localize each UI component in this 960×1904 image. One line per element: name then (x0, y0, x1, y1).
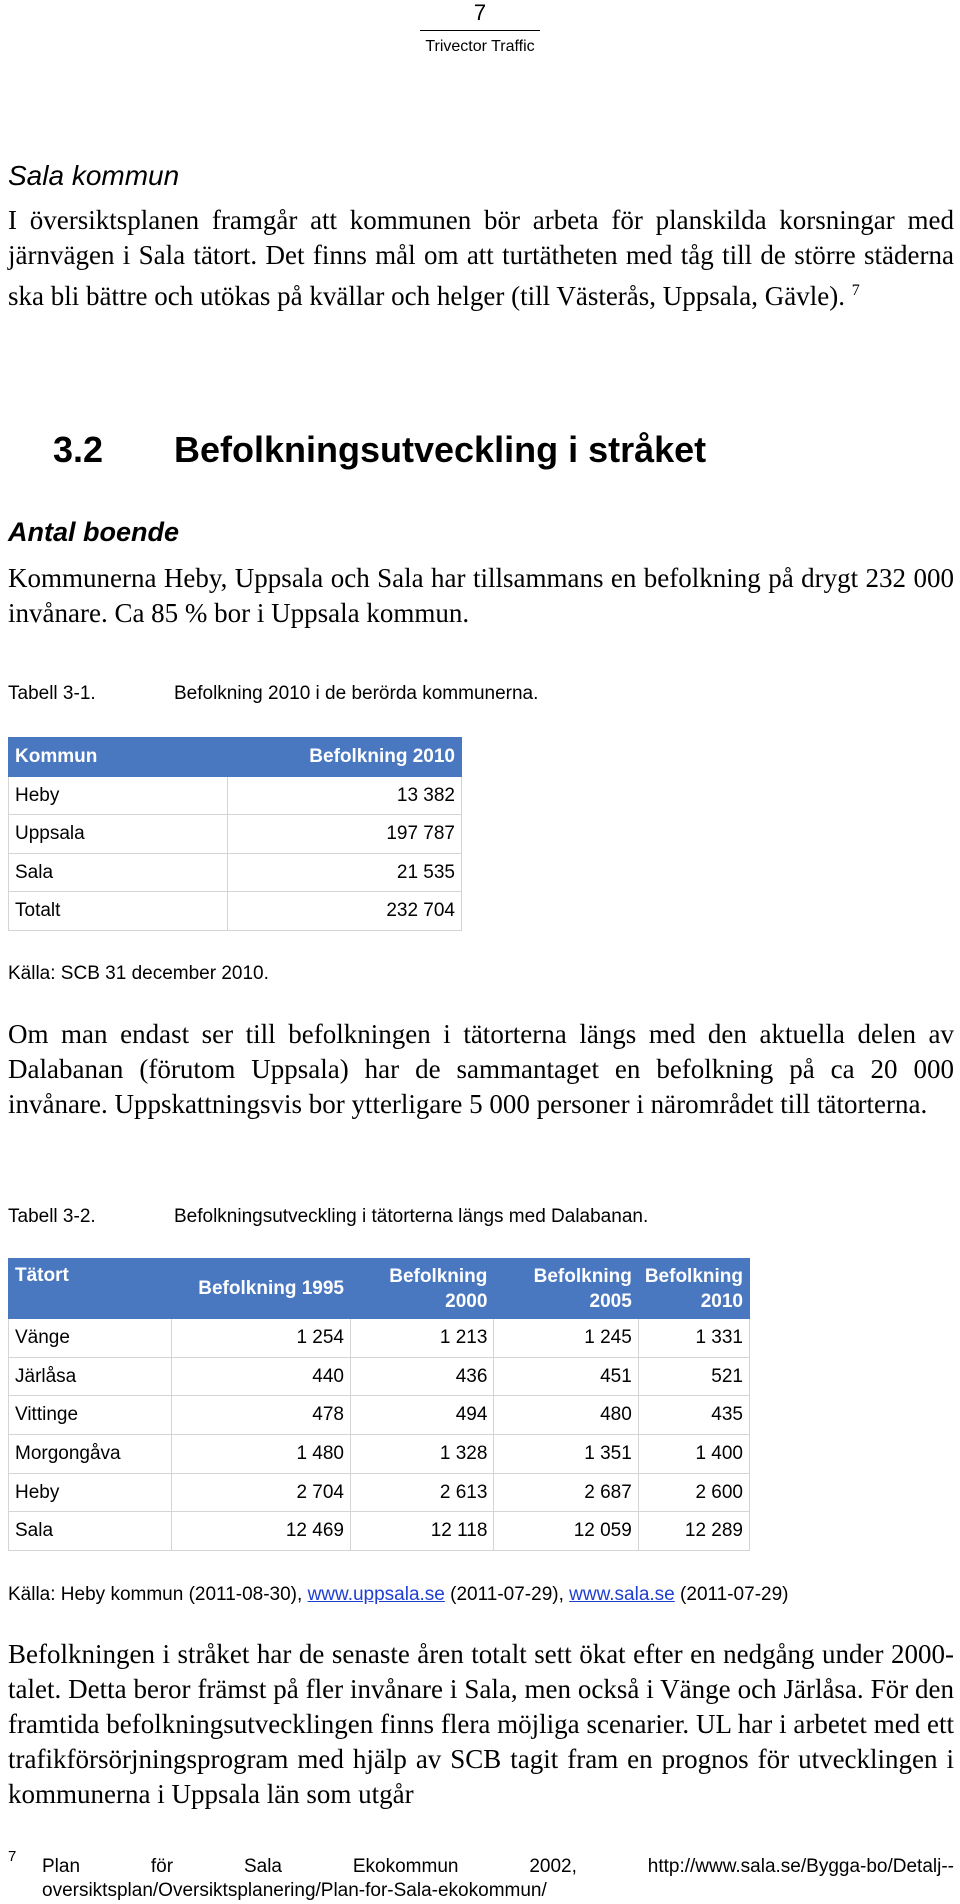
table-row (9, 777, 462, 815)
table2-source (8, 1584, 954, 1606)
table1-label: Tabell 3-1. (8, 683, 96, 704)
footnote-number: 7 (8, 1848, 17, 1865)
table-cell: 435 (638, 1396, 749, 1435)
source-text: (2011-07-29), (444, 1584, 570, 1605)
antal-boende-heading: Antal boende (8, 517, 180, 547)
section-number: 3.2 (53, 429, 104, 470)
column-header: Befolkning 2005 (494, 1259, 638, 1319)
table2-caption: Befolkningsutveckling i tätorterna längs med Dalabanan. (174, 1206, 649, 1227)
table-cell: Totalt (9, 892, 228, 931)
table-cell: 21 535 (228, 854, 462, 892)
table-cell: Vänge (9, 1319, 172, 1358)
table-cell: 2 687 (494, 1474, 638, 1512)
table-cell: 1 254 (172, 1319, 351, 1358)
table-cell: 2 600 (638, 1474, 749, 1512)
dalabanan-paragraph: Om man endast ser till befolkningen i tätorterna längs med den aktuella delen av Dalabanan (förutom Uppsala) har de sammantaget en befolkning på ca 20 000 invånare. Uppskattningsvis bor ytterligare 5 000 personer i närområdet till tätorterna. (8, 1019, 954, 1119)
table-cell: Morgongåva (9, 1435, 172, 1474)
footnote-ref: 7 (851, 282, 860, 299)
footnote-line1: Plan för Sala Ekokommun 2002, http://www.sala.se/Bygga-bo/Detalj-- (42, 1856, 954, 1877)
uppsala-link[interactable]: www.uppsala.se (307, 1584, 445, 1605)
section-title: Befolkningsutveckling i stråket (174, 429, 707, 470)
table-cell: Uppsala (9, 815, 228, 854)
table-cell: 1 331 (638, 1319, 749, 1358)
header-organization: Trivector Traffic (425, 38, 535, 55)
table-cell: Heby (9, 1474, 172, 1512)
table-cell: Sala (9, 1512, 172, 1551)
table-cell: 1 480 (172, 1435, 351, 1474)
table-cell: 440 (172, 1358, 351, 1396)
table-cell: 12 118 (350, 1512, 493, 1551)
table-cell: 521 (638, 1358, 749, 1396)
table-cell: 1 213 (350, 1319, 493, 1358)
table-cell: 232 704 (228, 892, 462, 931)
table-row (9, 892, 462, 931)
table-cell: 494 (350, 1396, 493, 1435)
table-cell: 197 787 (228, 815, 462, 854)
source-text: Källa: Heby kommun (2011-08-30), (8, 1584, 308, 1605)
table-cell: 1 351 (494, 1435, 638, 1474)
table2-label: Tabell 3-2. (8, 1206, 96, 1227)
column-header: Befolkning 1995 (172, 1259, 351, 1319)
table-cell: 12 469 (172, 1512, 351, 1551)
table-cell: 12 289 (638, 1512, 749, 1551)
table-cell: 1 400 (638, 1435, 749, 1474)
table-cell: 478 (172, 1396, 351, 1435)
sala-link[interactable]: www.sala.se (569, 1584, 675, 1605)
column-header: Befolkning 2010 (228, 738, 462, 777)
sala-kommun-heading: Sala kommun (8, 160, 180, 191)
column-header: Befolkning 2000 (350, 1259, 493, 1319)
table-cell: Järlåsa (9, 1358, 172, 1396)
table-cell: 12 059 (494, 1512, 638, 1551)
table1-source: Källa: SCB 31 december 2010. (8, 963, 269, 984)
table-row (9, 1358, 750, 1396)
table-row (9, 1319, 750, 1358)
table-cell: 436 (350, 1358, 493, 1396)
table-cell: 2 704 (172, 1474, 351, 1512)
antal-boende-paragraph: Kommunerna Heby, Uppsala och Sala har tillsammans en befolkning på drygt 232 000 invånare. Ca 85 % bor i Uppsala kommun. (8, 563, 954, 628)
table-row (9, 1512, 750, 1551)
table-cell: 451 (494, 1358, 638, 1396)
header-rule (420, 30, 540, 31)
table-cell: Sala (9, 854, 228, 892)
source-text: (2011-07-29) (674, 1584, 789, 1605)
table-cell: Heby (9, 777, 228, 815)
table-row (9, 854, 462, 892)
population-trend-table (8, 1258, 750, 1551)
sala-kommun-paragraph (8, 203, 954, 314)
table-header-row (9, 738, 462, 777)
table-cell: 1 328 (350, 1435, 493, 1474)
table-cell: 2 613 (350, 1474, 493, 1512)
table-row (9, 815, 462, 854)
befolkningen-paragraph: Befolkningen i stråket har de senaste åren totalt sett ökat efter en nedgång under 2000-talet. Detta beror främst på fler invånare i Sala, men också i Vänge och Järlåsa. För den framtida befolkningsutvecklingen finns flera möjliga scenarier. UL har i arbetet med ett trafikförsörjningsprogram med hjälp av SCB tagit fram en prognos för utvecklingen i kommunerna i Uppsala län som utgår (8, 1639, 954, 1809)
table1-caption: Befolkning 2010 i de berörda kommunerna. (174, 683, 539, 704)
table-cell: Vittinge (9, 1396, 172, 1435)
column-header: Befolkning 2010 (638, 1259, 749, 1319)
table-header-row (9, 1259, 750, 1319)
population-2010-table (8, 737, 462, 931)
page-number: 7 (473, 0, 487, 25)
table-row (9, 1474, 750, 1512)
sala-paragraph-text: I översiktsplanen framgår att kommunen bör arbeta för planskilda korsningar med järnvägen i Sala tätort. Det finns mål om att turtätheten med tåg till de större städerna ska bli bättre och utökas på kvällar och helger (till Västerås, Uppsala, Gävle). (8, 205, 954, 311)
column-header: Tätort (9, 1259, 172, 1319)
table-cell: 480 (494, 1396, 638, 1435)
footnote-line2: oversiktsplan/Oversiktsplanering/Plan-for-Sala-ekokommun/ (42, 1880, 547, 1901)
table-row (9, 1435, 750, 1474)
column-header: Kommun (9, 738, 228, 777)
table-cell: 13 382 (228, 777, 462, 815)
table-cell: 1 245 (494, 1319, 638, 1358)
table-row (9, 1396, 750, 1435)
